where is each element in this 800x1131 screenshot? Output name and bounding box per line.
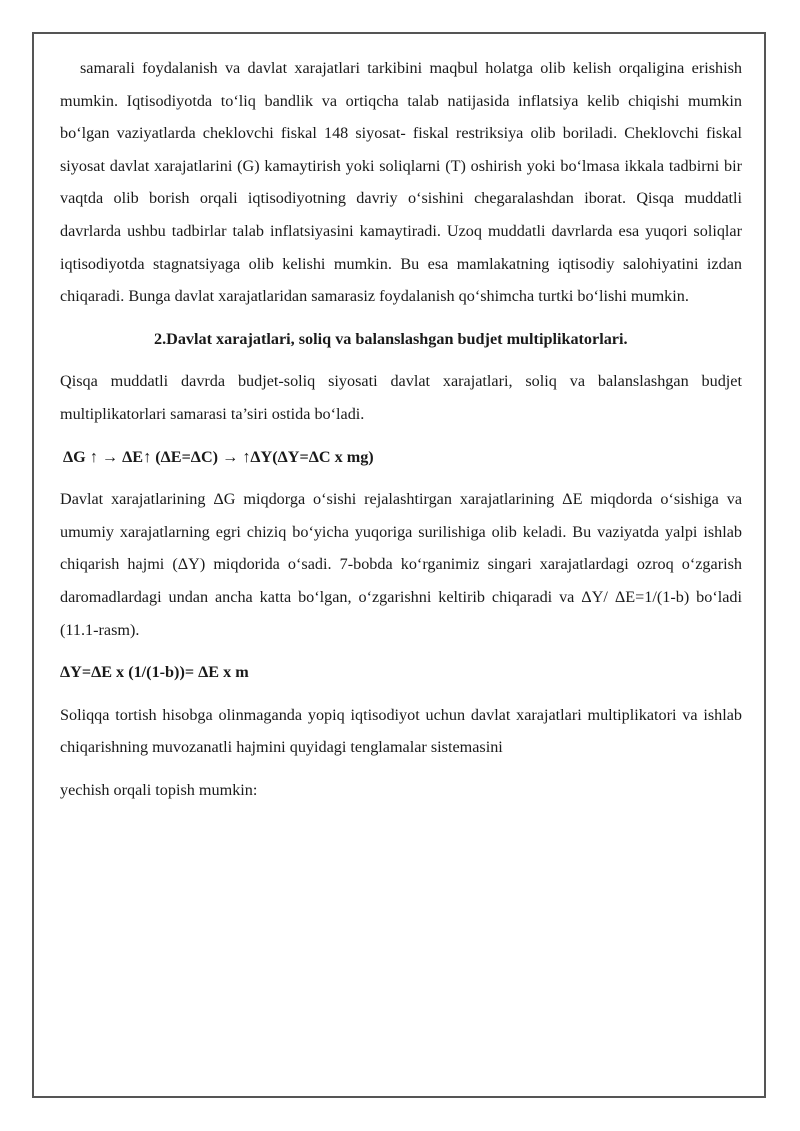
body-paragraph-5: yechish orqali topish mumkin:	[60, 780, 258, 799]
section-heading: 2.Davlat xarajatlari, soliq va balanslashgan budjet multiplikatorlari.	[154, 329, 628, 348]
body-paragraph-1: samarali foydalanish va davlat xarajatlari tarkibini maqbul holatga olib kelish orqaligina erishish mumkin. Iqtisodiyotda to‘liq bandlik va ortiqcha talab natijasida inflatsiya kelib chiqishi mumkin bo‘lgan vaziyatlarda cheklovchi fiskal 148 siyosat- fiskal restriksiya olib boriladi. Cheklovchi fiskal siyosat davlat xarajatlarini (G) kamaytirish yoki soliqlarni (T) oshirish yoki bo‘lmasa ikkala tadbirni bir vaqtda olib borish orqali iqtisodiyotning davriy o‘sishini chegaralashdan iborat. Qisqa muddatli davrlarda ushbu tadbirlar talab inflatsiyasini kamaytiradi. Uzoq muddatli davrlarda esa yuqori soliqlar iqtisodiyotda stagnatsiyaga olib kelishi mumkin. Bu esa mamlakatning iqtisodiy salohiyatini izdan chiqaradi. Bunga davlat xarajatlaridan samarasiz foydalanish qo‘shimcha turtki bo‘lishi mumkin.	[60, 59, 742, 306]
body-paragraph-2: Qisqa muddatli davrda budjet-soliq siyosati davlat xarajatlari, soliq va balanslashgan budjet multiplikatorlari samarasi ta’siri ostida bo‘ladi.	[60, 372, 742, 423]
formula-1: ΔG ↑ → ΔE↑ (ΔE=ΔC) → ↑ΔY(ΔY=ΔC x mg)	[63, 447, 374, 466]
document-body	[60, 52, 742, 806]
body-paragraph-4: Soliqqa tortish hisobga olinmaganda yopiq iqtisodiyot uchun davlat xarajatlari multiplikatori va ishlab chiqarishning muvozanatli hajmini quyidagi tenglamalar sistemasini	[60, 705, 742, 757]
body-paragraph-3: Davlat xarajatlarining ΔG miqdorga o‘sishi rejalashtirgan xarajatlarining ΔE miqdorda o‘sishiga va umumiy xarajatlarning egri chiziq bo‘yicha yuqoriga surilishiga olib keladi. Bu vaziyatda yalpi ishlab chiqarish hajmi (ΔY) miqdorida o‘sadi. 7-bobda ko‘rganimiz singari xarajatlardagi ozroq o‘zgarish daromadlardagi undan ancha katta bo‘lgan, o‘zgarishni keltirib chiqaradi va ΔY/ ΔE=1/(1-b) bo‘ladi (11.1-rasm).	[60, 490, 742, 639]
formula-2: ΔY=ΔE x (1/(1-b))= ΔE x m	[60, 663, 249, 682]
